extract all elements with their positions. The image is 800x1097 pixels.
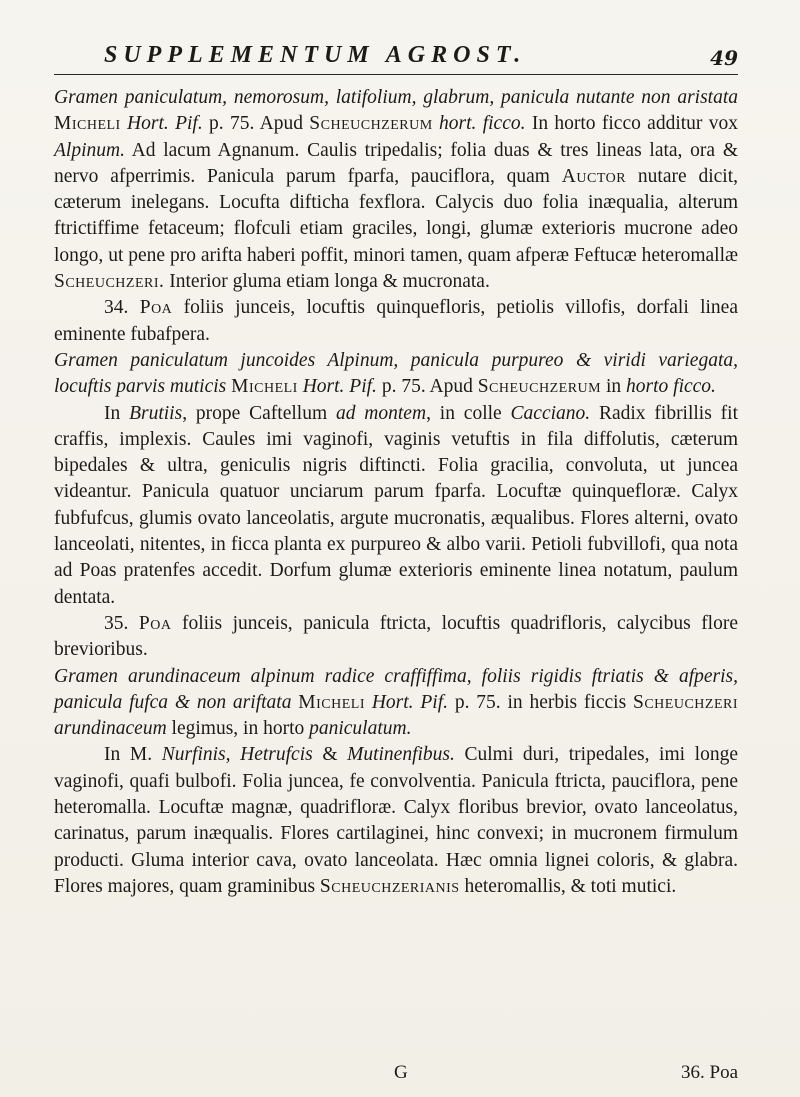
text-span: Scheuchzeri bbox=[632, 691, 738, 713]
text-span: Mutinenfibus. bbox=[347, 744, 455, 766]
text-span: Alpinum. bbox=[54, 139, 125, 161]
text-span: Gramen paniculatum, nemorosum, latifolium, glabrum, panicula nutante non aristata bbox=[54, 87, 738, 108]
text-span: , in colle bbox=[426, 402, 511, 424]
text-span: arundinaceum bbox=[54, 718, 167, 740]
text-span: Cacciano. bbox=[510, 402, 591, 424]
text-span: Hort. Pif. bbox=[371, 691, 448, 713]
text-span: p. 75. in herbis ficcis bbox=[448, 691, 633, 713]
text-span: p. 75. Apud bbox=[376, 376, 478, 398]
text-span: Gramen arundinaceum alpinum radice craffiffima, foliis rigidis ftriatis & afperis, panicula fufca & non ariftata bbox=[54, 665, 738, 713]
paragraph-gramen-paniculatum bbox=[54, 85, 738, 295]
text-span: foliis junceis, locuftis quinquefloris, petiolis villofis, dorfali linea eminente fubafpera. bbox=[54, 297, 738, 345]
text-span: In horto ficco additur vox bbox=[525, 113, 738, 135]
text-span: Auctor bbox=[561, 165, 627, 187]
text-span: , prope Caftellum bbox=[182, 402, 336, 424]
paragraph-nursinis bbox=[54, 742, 738, 900]
text-span: In bbox=[104, 402, 130, 424]
text-span: Hort. Pif. bbox=[302, 376, 377, 398]
text-span: paniculatum. bbox=[309, 718, 412, 740]
text-span: Interior gluma etiam longa & mucronata. bbox=[164, 271, 490, 293]
text-span: in bbox=[601, 376, 627, 398]
text-span: legimus, in horto bbox=[166, 718, 310, 740]
running-head: SUPPLEMENTUM AGROST. bbox=[104, 42, 527, 68]
text-span: 34. bbox=[104, 297, 140, 319]
text-span: Scheuchzeri. bbox=[54, 271, 165, 293]
text-span bbox=[365, 692, 372, 713]
text-span: Scheuchzerum bbox=[309, 113, 433, 135]
text-span: Brutiis bbox=[129, 402, 183, 424]
text-span: Hetrufcis bbox=[240, 744, 313, 766]
text-span: Scheuchzerum bbox=[477, 376, 602, 398]
text-span: Culmi duri, tripedales, imi longe vaginofi, quafi bulbofi. Folia juncea, fe convolventia. Panicula ftricta, pauciflora, pene heteromalla. Locuftæ magnæ, quadrifloræ. Calyx floribus brevior, ovato lanceolatus, carinatus, parum inæqualis. Flores cartilaginei, hinc convexi; in mucronem firmulum producti. Gluma interior cava, ovato lanceolata. Hæc omnia lignei coloris, & glabra. Flores majores, quam graminibus bbox=[54, 744, 738, 897]
text-span: Ad lacum Agnanum. Caulis tripedalis; folia duas & tres lineas lata, ora & nervo afperrimis. Panicula parum fparfa, pauciflora, quam bbox=[54, 139, 738, 187]
page-footer bbox=[54, 1062, 738, 1088]
page-number: 49 bbox=[710, 46, 738, 70]
signature-mark: G bbox=[394, 1062, 408, 1083]
text-span: foliis junceis, panicula ftricta, locuftis quadrifloris, calycibus flore brevioribus. bbox=[54, 612, 739, 661]
text-span: p. 75. Apud bbox=[202, 113, 310, 135]
text-span: horto ficco. bbox=[626, 376, 716, 398]
text-span: ad montem bbox=[335, 402, 427, 424]
text-span: Gramen paniculatum juncoides Alpinum, panicula purpureo & viridi variegata, locuftis parvis muticis bbox=[54, 349, 738, 398]
text-span: 35. bbox=[104, 612, 139, 634]
paragraph-poa-34 bbox=[54, 295, 738, 348]
paragraph-gramen-juncoides bbox=[54, 348, 738, 401]
text-span: Micheli bbox=[231, 376, 298, 398]
page-header bbox=[54, 40, 738, 75]
text-span: & bbox=[312, 744, 348, 766]
text-span: Poa bbox=[138, 612, 172, 634]
text-span: Micheli bbox=[54, 113, 121, 135]
paragraph-brutiis bbox=[54, 401, 738, 611]
text-span: , bbox=[225, 744, 241, 766]
paragraph-gramen-arundinaceum bbox=[54, 664, 738, 743]
text-span: In M. bbox=[104, 744, 162, 766]
body-text bbox=[54, 85, 738, 900]
text-span: Micheli bbox=[298, 691, 365, 713]
text-span: Radix fibrillis fit craffis, implexis. Caules imi vaginofi, vaginis vetuftis in fila diffolutis, cæterum bipedales & ultra, geniculis nigris diftincti. Folia gracilia, convoluta, ut juncea videantur. Panicula quatuor unciarum parum fparfa. Locuftæ quinquefloræ. Calyx fubfufcus, glumis ovato lanceolatis, argute mucronatis, æqualibus. Flores alterni, ovato lanceolati, nitentes, in ficca planta ex purpureo & albo varii. Petioli fubvillofi, qua nota ad Poas pratenfes accedit. Dorfum glumæ exterioris eminente linea notatum, paulum dentata. bbox=[54, 402, 738, 608]
text-span: Nurfinis bbox=[161, 744, 226, 766]
text-span: nutare dicit, cæterum inelegans. Locufta difticha fexflora. Calycis duo folia inæqualia, alterum ftrictiffime fetaceum; flofculi etiam graciles, longi, glumæ exterioris mucrone adeo longo, ut pene pro arifta haberi poffit, minori tamen, quam afperæ Feftucæ heteromallæ bbox=[54, 165, 738, 266]
paragraph-poa-35 bbox=[54, 611, 738, 664]
text-span: heteromallis, & toti mutici. bbox=[459, 875, 677, 897]
text-span: Scheuchzerianis bbox=[319, 875, 460, 897]
text-span: hort. ficco. bbox=[439, 113, 526, 135]
text-span: Poa bbox=[139, 297, 173, 319]
catchword: 36. Poa bbox=[681, 1062, 738, 1083]
text-span: Hort. Pif. bbox=[127, 113, 203, 135]
